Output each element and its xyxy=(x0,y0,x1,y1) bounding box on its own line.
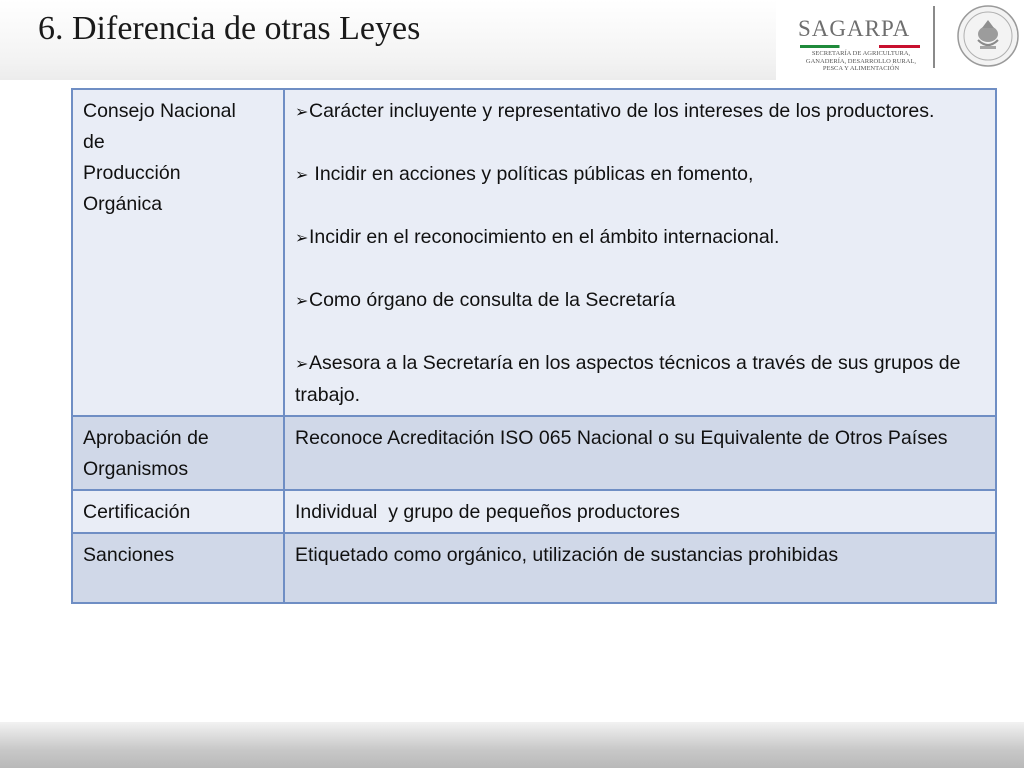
arrow-bullet-icon: ➢ xyxy=(295,356,309,373)
arrow-bullet-icon: ➢ xyxy=(295,230,309,247)
table-row xyxy=(72,490,996,533)
bullet-text: Incidir en acciones y políticas públicas en fomento, xyxy=(309,163,754,185)
flag-color-rule xyxy=(800,45,920,48)
row-value-consejo xyxy=(284,89,996,416)
sagarpa-wordmark: SAGARPA xyxy=(798,16,911,41)
table-row xyxy=(72,416,996,490)
row-label-consejo xyxy=(72,89,284,416)
row-label-aprobacion: Aprobación de Organismos xyxy=(72,416,284,490)
label-line: Producción xyxy=(83,162,181,184)
slide-title: 6. Diferencia de otras Leyes xyxy=(38,10,421,47)
logo-divider xyxy=(933,6,935,68)
row-value-sanciones: Etiquetado como orgánico, utilización de sustancias prohibidas xyxy=(284,533,996,603)
row-value-certificacion: Individual y grupo de pequeños productores xyxy=(284,490,996,533)
table-row xyxy=(72,533,996,603)
sagarpa-logo xyxy=(776,0,1024,80)
bullet-item xyxy=(295,285,985,317)
row-value-aprobacion: Reconoce Acreditación ISO 065 Nacional o su Equivalente de Otros Países xyxy=(284,416,996,490)
row-label-certificacion: Certificación xyxy=(72,490,284,533)
label-line: de xyxy=(83,131,105,153)
arrow-bullet-icon: ➢ xyxy=(295,104,309,121)
label-line: Consejo Nacional xyxy=(83,100,236,122)
arrow-bullet-icon: ➢ xyxy=(295,293,309,310)
label-line: Orgánica xyxy=(83,193,163,215)
bullet-item xyxy=(295,222,985,254)
comparison-table xyxy=(71,88,997,604)
bullet-text: Como órgano de consulta de la Secretaría xyxy=(309,289,676,311)
bullet-text: Incidir en el reconocimiento en el ámbito internacional. xyxy=(309,226,780,248)
table-row xyxy=(72,89,996,416)
bullet-item xyxy=(295,96,985,128)
bullet-text: Asesora a la Secretaría en los aspectos técnicos a través de sus grupos de trabajo. xyxy=(295,352,961,406)
bullet-text: Carácter incluyente y representativo de los intereses de los productores. xyxy=(309,100,935,122)
bullet-item xyxy=(295,159,985,191)
row-label-sanciones: Sanciones xyxy=(72,533,284,603)
coat-of-arms-seal-icon xyxy=(956,4,1020,68)
arrow-bullet-icon: ➢ xyxy=(295,167,309,184)
footer-band xyxy=(0,722,1024,768)
sagarpa-subtitle: SECRETARÍA DE AGRICULTURA, GANADERÍA, DESARROLLO RURAL, PESCA Y ALIMENTACIÓN xyxy=(805,50,917,72)
bullet-item xyxy=(295,348,985,411)
slide-header xyxy=(0,0,1024,80)
